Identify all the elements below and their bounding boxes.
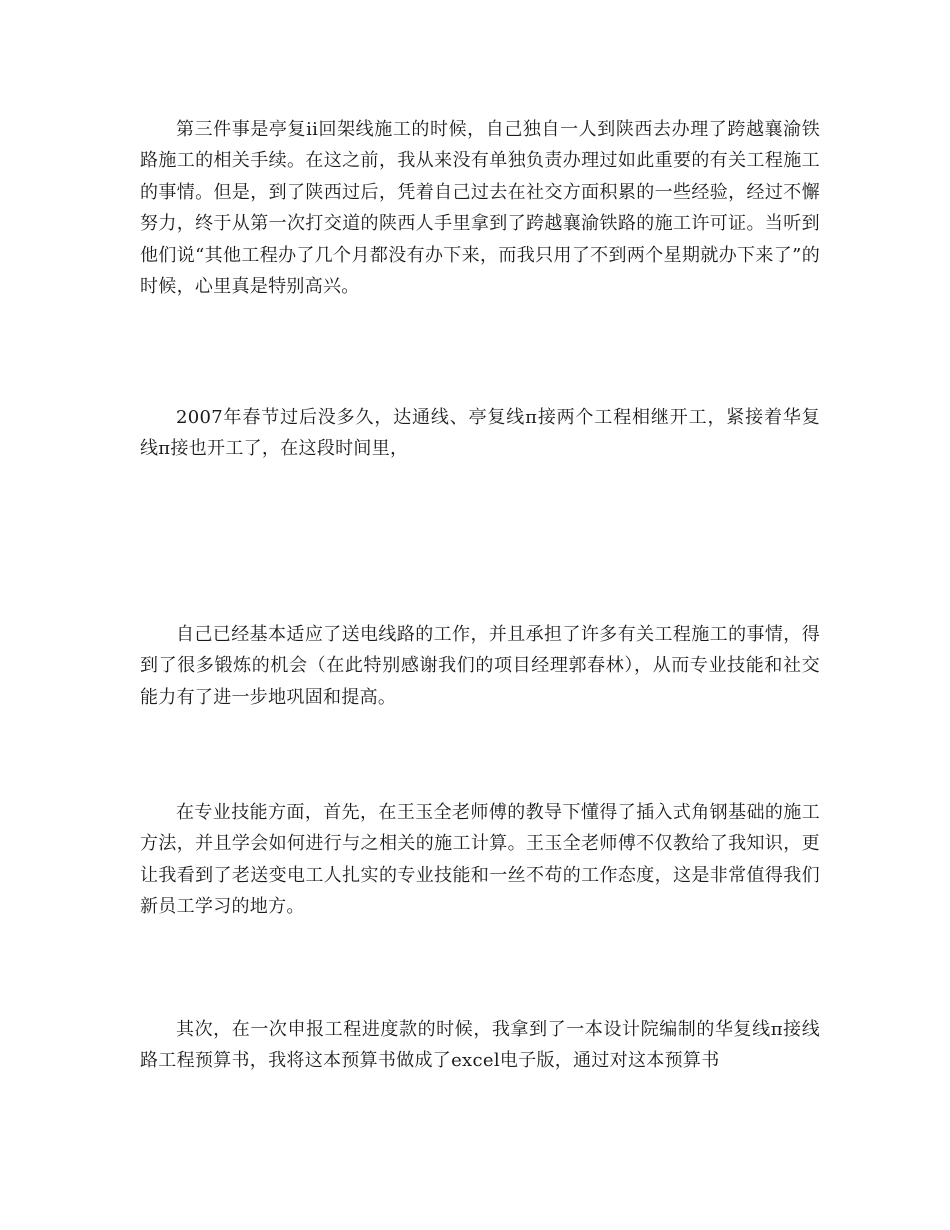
paragraph-adaptation: 自己已经基本适应了送电线路的工作，并且承担了许多有关工程施工的事情，得到了很多锻炼的机会（在此特别感谢我们的项目经理郭春林），从而专业技能和社交能力有了进一步地巩固和提高。: [140, 624, 820, 708]
paragraph-railway-permit: 第三件事是亭复ii回架线施工的时候，自己独自一人到陕西去办理了跨越襄渝铁路施工的相关手续。在这之前，我从来没有单独负责办理过如此重要的有关工程施工的事情。但是，到了陕西过后，凭着自己过去在社交方面积累的一些经验，经过不懈努力，终于从第一次打交道的陕西人手里拿到了跨越襄渝铁路的施工许可证。当听到他们说“其他工程办了几个月都没有办下来，而我只用了不到两个星期就办下来了”的时候，心里真是特别高兴。: [140, 119, 820, 298]
paragraph-2007-projects: 2007年春节过后没多久，达通线、亭复线π接两个工程相继开工，紧接着华复线π接也开工了，在这段时间里，: [140, 407, 820, 460]
paragraph-professional-skills: 在专业技能方面，首先，在王玉全老师傅的教导下懂得了插入式角钢基础的施工方法，并且学会如何进行与之相关的施工计算。王玉全老师傅不仅教给了我知识，更让我看到了老送变电工人扎实的专业技能和一丝不苟的工作态度，这是非常值得我们新员工学习的地方。: [140, 802, 820, 918]
paragraph-budget-book: 其次，在一次申报工程进度款的时候，我拿到了一本设计院编制的华复线π接线路工程预算书，我将这本预算书做成了excel电子版，通过对这本预算书: [140, 1019, 820, 1072]
